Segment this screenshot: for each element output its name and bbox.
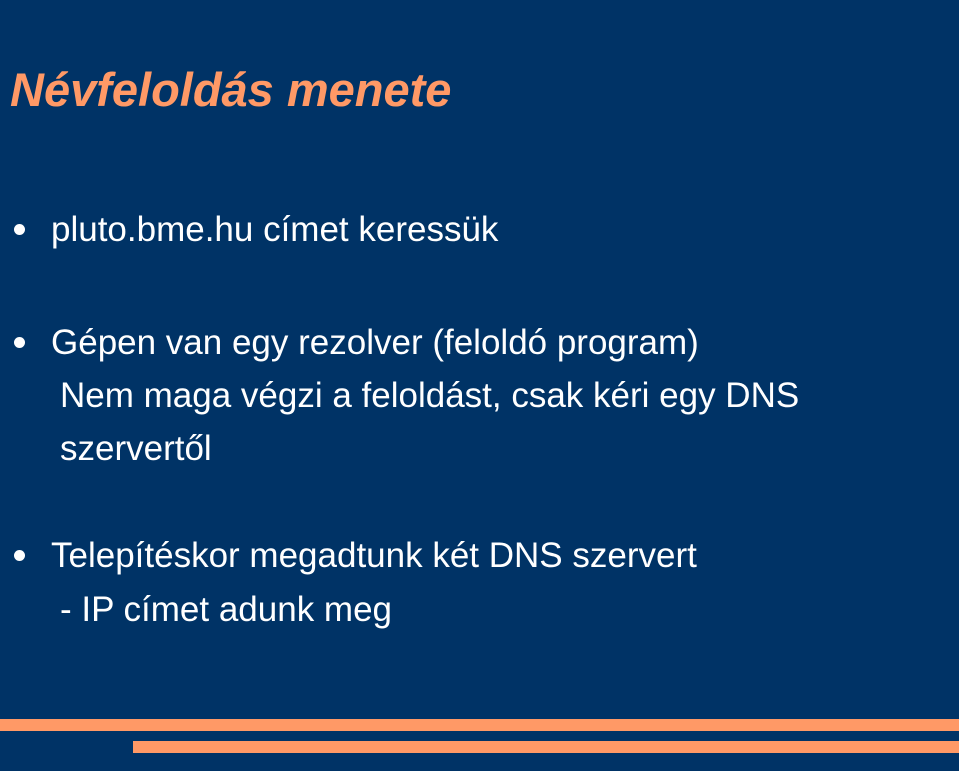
bullet-text: Telepítéskor megadtunk két DNS szervert [51,536,697,575]
bullet-dot-icon [14,224,25,235]
decorative-bar-top [0,719,959,731]
bullet-subline: szervertől [60,429,212,468]
bullet-subline: - IP címet adunk meg [60,590,393,629]
bullet-text: pluto.bme.hu címet keressük [51,210,499,249]
bullet-dot-icon [14,550,25,561]
slide-title: Névfeloldás menete [10,63,452,116]
decorative-bar-bottom [133,741,959,753]
bullet-text: Gépen van egy rezolver (feloldó program) [51,323,699,362]
bullet-dot-icon [14,337,25,348]
bullet-subline: Nem maga végzi a feloldást, csak kéri egy DNS [60,376,800,415]
